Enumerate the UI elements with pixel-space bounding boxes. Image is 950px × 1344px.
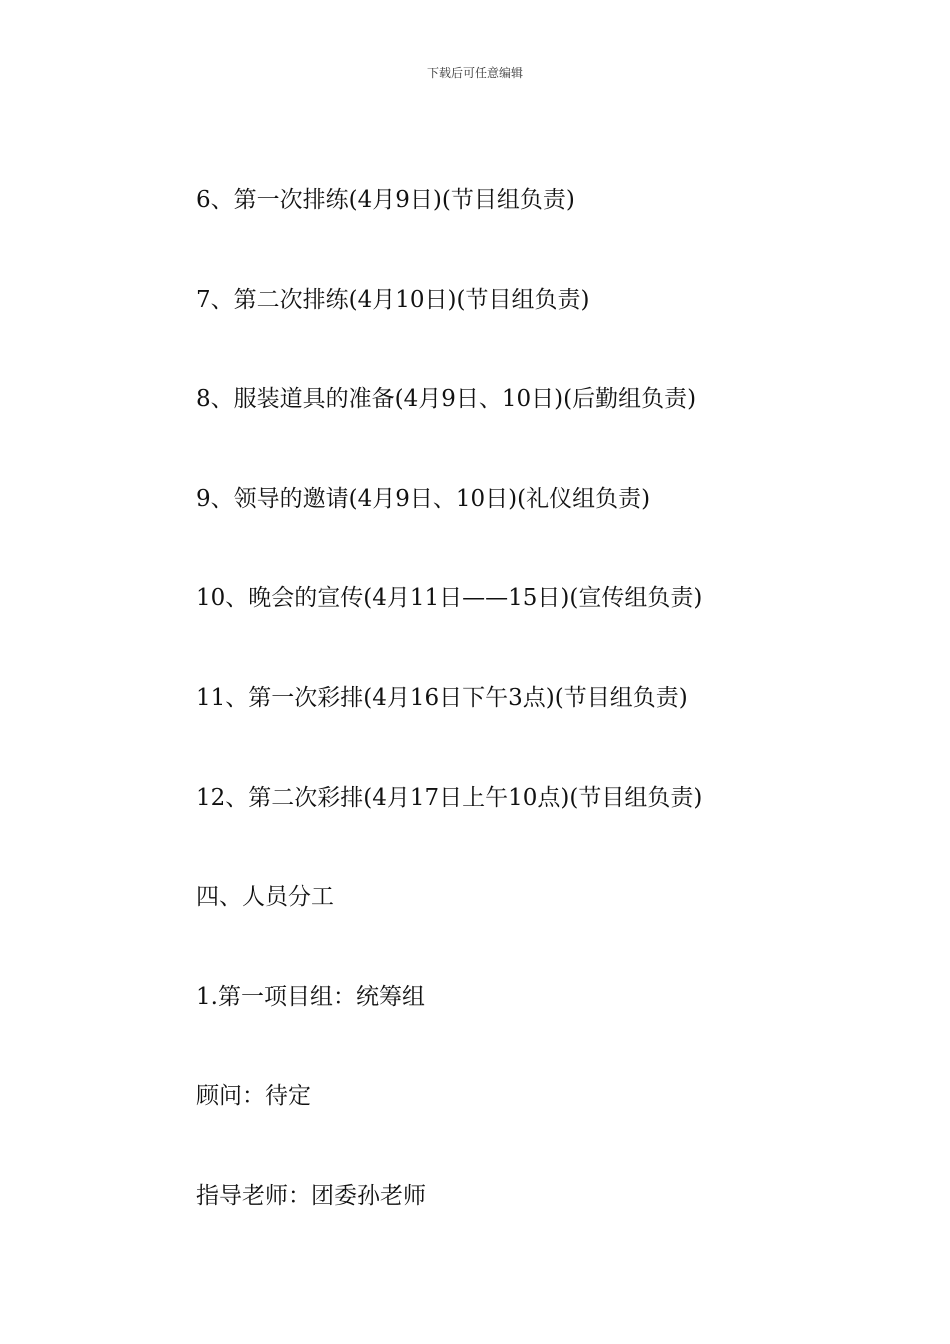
instructor-line: 指导老师：团委孙老师 (196, 1182, 426, 1209)
schedule-item-8: 8、服装道具的准备(4月9日、10日)(后勤组负责) (196, 386, 697, 413)
page-header: 下载后可任意编辑 (426, 66, 523, 80)
advisor-line: 顾问：待定 (196, 1083, 311, 1110)
schedule-item-6: 6、第一次排练(4月9日)(节目组负责) (196, 187, 575, 213)
schedule-item-7: 7、第二次排练(4月10日)(节目组负责) (196, 286, 590, 313)
group-title: 1.第一项目组：统筹组 (196, 983, 425, 1010)
schedule-item-12: 12、第二次彩排(4月17日上午10点)(节目组负责) (196, 784, 703, 811)
section-heading: 四、人员分工 (196, 884, 334, 911)
document-body (196, 178, 896, 1274)
schedule-item-10: 10、晚会的宣传(4月11日——15日)(宣传组负责) (196, 585, 703, 612)
schedule-item-11: 11、第一次彩排(4月16日下午3点)(节目组负责) (196, 684, 688, 711)
schedule-item-9: 9、领导的邀请(4月9日、10日)(礼仪组负责) (196, 485, 651, 512)
